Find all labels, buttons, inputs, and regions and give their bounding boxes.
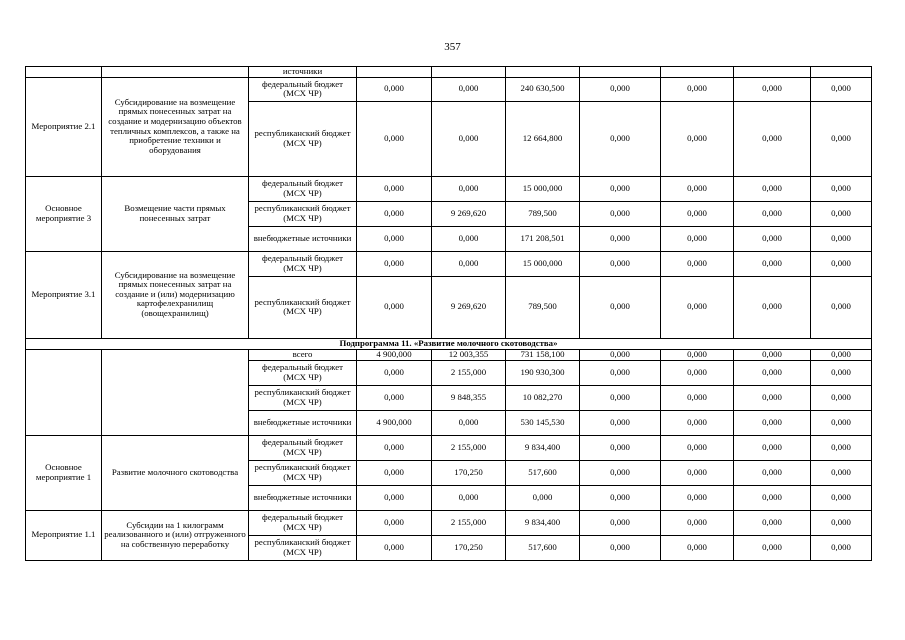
value-cell: 0,000 [661, 276, 734, 338]
value-cell: 0,000 [580, 349, 661, 360]
value-cell: 0,000 [734, 77, 811, 101]
source-cell: федеральный бюджет (МСХ ЧР) [249, 77, 357, 101]
source-cell: республиканский бюджет (МСХ ЧР) [249, 385, 357, 410]
source-cell: федеральный бюджет (МСХ ЧР) [249, 251, 357, 276]
value-cell: 0,000 [661, 460, 734, 485]
value-cell: 0,000 [734, 101, 811, 176]
empty-cell [26, 67, 102, 78]
value-cell: 0,000 [580, 460, 661, 485]
value-cell: 0,000 [661, 77, 734, 101]
value-cell: 0,000 [734, 360, 811, 385]
value-cell: 2 155,000 [432, 360, 506, 385]
value-cell: 0,000 [432, 251, 506, 276]
value-cell: 9 834,400 [506, 435, 580, 460]
source-cell: всего [249, 349, 357, 360]
source-cell: республиканский бюджет (МСХ ЧР) [249, 460, 357, 485]
value-cell: 731 158,100 [506, 349, 580, 360]
value-cell: 0,000 [661, 535, 734, 560]
value-cell: 0,000 [811, 535, 872, 560]
event-cell: Мероприятие 1.1 [26, 510, 102, 560]
value-cell: 240 630,500 [506, 77, 580, 101]
value-cell: 0,000 [357, 510, 432, 535]
source-cell: республиканский бюджет (МСХ ЧР) [249, 101, 357, 176]
source-cell: источники [249, 67, 357, 78]
value-cell: 0,000 [734, 385, 811, 410]
value-cell: 9 269,620 [432, 276, 506, 338]
value-cell: 0,000 [432, 485, 506, 510]
subprogram-title: Подпрограмма 11. «Развитие молочного скотоводства» [26, 338, 872, 349]
table-row [26, 338, 872, 349]
table-row [26, 349, 872, 360]
value-cell: 0,000 [811, 385, 872, 410]
empty-cell [102, 67, 249, 78]
description-cell: Субсидирование на возмещение прямых понесенных затрат на создание и (или) модернизацию картофелехранилищ (овощехранилищ) [102, 251, 249, 338]
table-row [26, 176, 872, 201]
value-cell: 0,000 [734, 485, 811, 510]
value-cell: 0,000 [811, 349, 872, 360]
value-cell: 0,000 [734, 251, 811, 276]
value-cell: 12 003,355 [432, 349, 506, 360]
value-cell: 2 155,000 [432, 510, 506, 535]
page-number: 357 [444, 41, 461, 53]
value-cell: 0,000 [661, 435, 734, 460]
value-cell: 0,000 [661, 101, 734, 176]
value-cell: 0,000 [580, 435, 661, 460]
value-cell: 0,000 [580, 201, 661, 226]
value-cell: 15 000,000 [506, 176, 580, 201]
value-cell: 0,000 [506, 485, 580, 510]
event-cell: Основное мероприятие 3 [26, 176, 102, 251]
value-cell: 0,000 [661, 360, 734, 385]
event-cell: Мероприятие 2.1 [26, 77, 102, 176]
source-cell: внебюджетные источники [249, 410, 357, 435]
value-cell: 0,000 [580, 535, 661, 560]
value-cell: 0,000 [734, 276, 811, 338]
value-cell: 0,000 [811, 176, 872, 201]
value-cell: 0,000 [357, 435, 432, 460]
value-cell: 170,250 [432, 535, 506, 560]
source-cell: федеральный бюджет (МСХ ЧР) [249, 176, 357, 201]
source-cell: внебюджетные источники [249, 485, 357, 510]
value-cell: 9 848,355 [432, 385, 506, 410]
value-cell: 0,000 [811, 77, 872, 101]
description-cell: Возмещение части прямых понесенных затрат [102, 176, 249, 251]
empty-cell [102, 349, 249, 435]
source-cell: федеральный бюджет (МСХ ЧР) [249, 435, 357, 460]
value-cell: 0,000 [811, 435, 872, 460]
table-row [26, 510, 872, 535]
value-cell: 0,000 [734, 201, 811, 226]
value-cell: 789,500 [506, 276, 580, 338]
source-cell: внебюджетные источники [249, 226, 357, 251]
value-cell: 0,000 [580, 510, 661, 535]
value-cell: 0,000 [661, 485, 734, 510]
value-cell: 0,000 [357, 77, 432, 101]
value-cell: 0,000 [432, 410, 506, 435]
value-cell: 789,500 [506, 201, 580, 226]
value-cell: 12 664,800 [506, 101, 580, 176]
value-cell: 190 930,300 [506, 360, 580, 385]
value-cell: 0,000 [661, 349, 734, 360]
value-cell: 0,000 [811, 410, 872, 435]
value-cell: 0,000 [357, 176, 432, 201]
value-cell: 0,000 [580, 101, 661, 176]
value-cell: 0,000 [811, 201, 872, 226]
value-cell: 0,000 [432, 101, 506, 176]
value-cell: 517,600 [506, 460, 580, 485]
table-row [26, 435, 872, 460]
table-row [26, 67, 872, 78]
value-cell: 0,000 [661, 226, 734, 251]
value-cell: 2 155,000 [432, 435, 506, 460]
value-cell: 0,000 [580, 485, 661, 510]
event-cell: Основное мероприятие 1 [26, 435, 102, 510]
event-cell: Мероприятие 3.1 [26, 251, 102, 338]
value-cell: 0,000 [580, 77, 661, 101]
value-cell: 0,000 [734, 410, 811, 435]
value-cell: 0,000 [357, 226, 432, 251]
value-cell: 0,000 [811, 226, 872, 251]
value-cell: 10 082,270 [506, 385, 580, 410]
value-cell: 0,000 [661, 176, 734, 201]
description-cell: Развитие молочного скотоводства [102, 435, 249, 510]
value-cell: 0,000 [580, 176, 661, 201]
value-cell: 0,000 [357, 276, 432, 338]
value-cell: 0,000 [580, 251, 661, 276]
value-cell: 0,000 [432, 226, 506, 251]
value-cell: 0,000 [432, 176, 506, 201]
source-cell: республиканский бюджет (МСХ ЧР) [249, 201, 357, 226]
value-cell: 0,000 [734, 435, 811, 460]
empty-cell [26, 349, 102, 435]
value-cell: 0,000 [661, 385, 734, 410]
value-cell: 0,000 [811, 276, 872, 338]
value-cell: 0,000 [734, 460, 811, 485]
value-cell: 9 269,620 [432, 201, 506, 226]
value-cell: 4 900,000 [357, 349, 432, 360]
value-cell: 9 834,400 [506, 510, 580, 535]
value-cell: 0,000 [661, 510, 734, 535]
value-cell: 0,000 [580, 360, 661, 385]
source-cell: республиканский бюджет (МСХ ЧР) [249, 535, 357, 560]
value-cell: 0,000 [811, 101, 872, 176]
value-cell: 0,000 [357, 360, 432, 385]
table-row [26, 77, 872, 101]
value-cell: 0,000 [580, 226, 661, 251]
value-cell: 0,000 [432, 77, 506, 101]
value-cell: 0,000 [734, 510, 811, 535]
value-cell: 0,000 [357, 385, 432, 410]
value-cell: 15 000,000 [506, 251, 580, 276]
value-cell: 0,000 [580, 276, 661, 338]
value-cell: 0,000 [811, 460, 872, 485]
value-cell: 0,000 [357, 460, 432, 485]
value-cell: 517,600 [506, 535, 580, 560]
value-cell: 0,000 [811, 360, 872, 385]
budget-table [25, 66, 872, 561]
value-cell: 0,000 [661, 251, 734, 276]
table-row [26, 251, 872, 276]
source-cell: федеральный бюджет (МСХ ЧР) [249, 360, 357, 385]
value-cell: 4 900,000 [357, 410, 432, 435]
value-cell: 0,000 [580, 410, 661, 435]
value-cell: 171 208,501 [506, 226, 580, 251]
value-cell: 0,000 [734, 349, 811, 360]
source-cell: республиканский бюджет (МСХ ЧР) [249, 276, 357, 338]
value-cell: 0,000 [580, 385, 661, 410]
value-cell: 530 145,530 [506, 410, 580, 435]
value-cell: 0,000 [734, 176, 811, 201]
value-cell: 0,000 [811, 251, 872, 276]
value-cell: 0,000 [357, 535, 432, 560]
value-cell: 0,000 [357, 485, 432, 510]
value-cell: 0,000 [811, 485, 872, 510]
value-cell: 0,000 [661, 201, 734, 226]
value-cell: 0,000 [661, 410, 734, 435]
value-cell: 0,000 [734, 226, 811, 251]
description-cell: Субсидирование на возмещение прямых понесенных затрат на создание и модернизацию объектов тепличных комплексов, а также на приобретение техники и оборудования [102, 77, 249, 176]
value-cell: 170,250 [432, 460, 506, 485]
value-cell: 0,000 [734, 535, 811, 560]
value-cell: 0,000 [357, 251, 432, 276]
description-cell: Субсидии на 1 килограмм реализованного и (или) отгруженного на собственную переработку [102, 510, 249, 560]
value-cell: 0,000 [811, 510, 872, 535]
source-cell: федеральный бюджет (МСХ ЧР) [249, 510, 357, 535]
value-cell: 0,000 [357, 201, 432, 226]
value-cell: 0,000 [357, 101, 432, 176]
